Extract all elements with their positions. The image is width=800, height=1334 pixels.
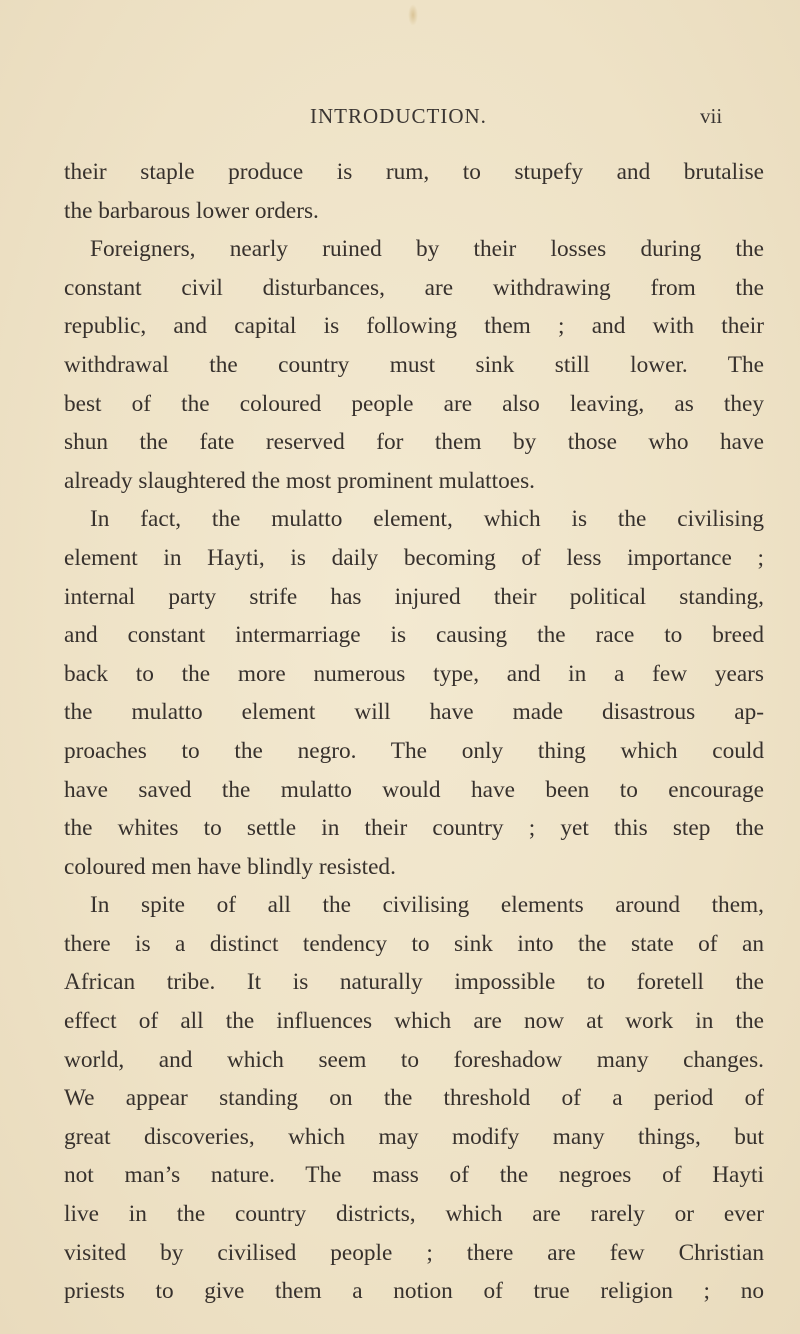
paper-stain	[408, 4, 418, 26]
running-head: INTRODUCTION.	[310, 104, 487, 128]
text-line: have saved the mulatto would have been to encourage	[64, 776, 764, 803]
page-number: vii	[700, 104, 723, 128]
text-line: the whites to settle in their country ; yet this step the	[64, 815, 764, 842]
text-line: African tribe. It is naturally impossible to foretell the	[64, 969, 764, 996]
text-line: live in the country districts, which are rarely or ever	[64, 1201, 764, 1228]
page-header	[0, 104, 800, 138]
text-line: shun the fate reserved for them by those who have	[64, 429, 764, 456]
text-line: already slaughtered the most prominent mulattoes.	[64, 467, 535, 494]
text-line: republic, and capital is following them ; and with their	[64, 313, 764, 340]
text-line: proaches to the negro. The only thing which could	[64, 737, 764, 764]
text-line: In fact, the mulatto element, which is the civilising	[90, 506, 764, 533]
text-line: internal party strife has injured their political standing,	[64, 583, 764, 610]
text-line: visited by civilised people ; there are few Christian	[64, 1239, 764, 1266]
text-line: the barbarous lower orders.	[64, 197, 319, 224]
text-line: element in Hayti, is daily becoming of less importance ;	[64, 544, 764, 571]
text-line: effect of all the influences which are now at work in the	[64, 1008, 764, 1035]
text-line: and constant intermarriage is causing the race to breed	[64, 622, 764, 649]
text-line: Foreigners, nearly ruined by their losses during the	[90, 236, 764, 263]
body-text	[64, 153, 764, 1311]
text-line: there is a distinct tendency to sink into the state of an	[64, 930, 764, 957]
text-line: best of the coloured people are also leaving, as they	[64, 390, 764, 417]
text-line: great discoveries, which may modify many things, but	[64, 1123, 764, 1150]
text-line: not man’s nature. The mass of the negroes of Hayti	[64, 1162, 764, 1189]
text-line: their staple produce is rum, to stupefy and brutalise	[64, 159, 764, 185]
text-line: world, and which seem to foreshadow many changes.	[64, 1046, 764, 1073]
text-line: In spite of all the civilising elements around them,	[90, 892, 764, 919]
text-line: We appear standing on the threshold of a period of	[64, 1085, 764, 1112]
text-line: constant civil disturbances, are withdrawing from the	[64, 274, 764, 301]
text-line: withdrawal the country must sink still lower. The	[64, 351, 764, 378]
text-line: the mulatto element will have made disastrous ap-	[64, 699, 764, 726]
text-line: priests to give them a notion of true religion ; no	[64, 1278, 764, 1305]
text-line: coloured men have blindly resisted.	[64, 853, 396, 880]
text-line: back to the more numerous type, and in a few years	[64, 660, 764, 687]
